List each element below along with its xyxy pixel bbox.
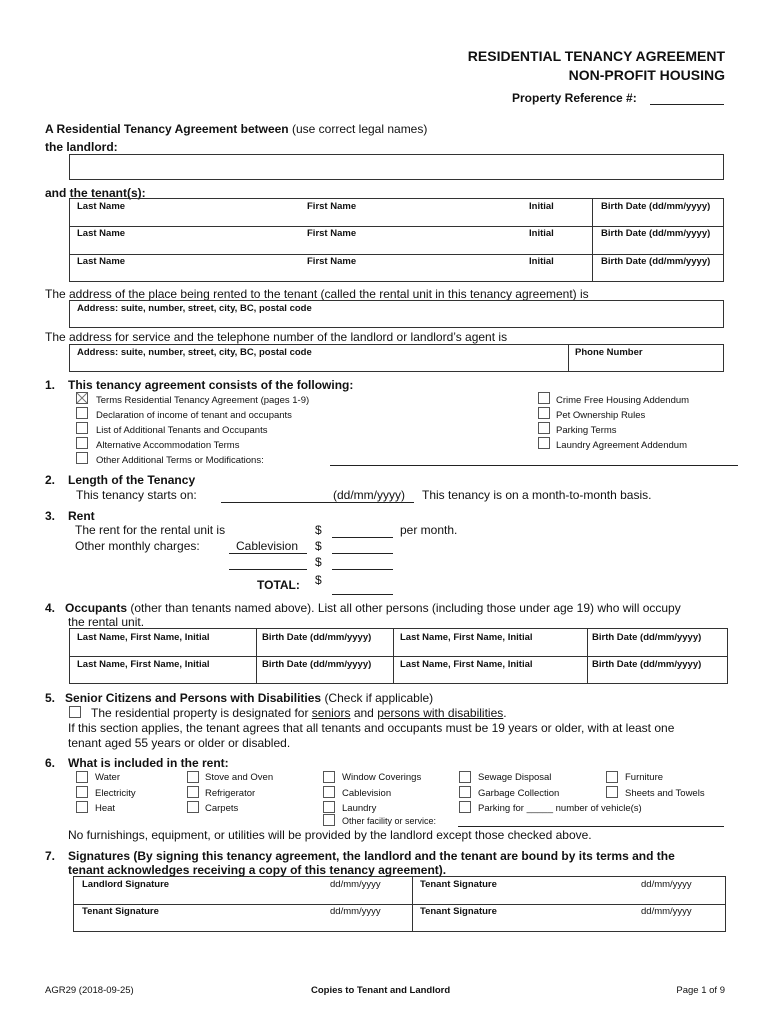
rental-address-label: Address: suite, number, street, city, BC, postal code [77,303,312,314]
section-6-title: What is included in the rent: [68,756,229,770]
item-window-coverings: Window Coverings [342,772,422,783]
section-7-title-2: tenant acknowledges receiving a copy of this tenancy agreement). [68,863,447,877]
service-address-label: Address: suite, number, street, city, BC, postal code [77,347,312,358]
checkbox-carpets[interactable] [187,801,199,813]
form-subtitle: NON-PROFIT HOUSING [568,67,725,83]
rent-amount-input[interactable] [332,537,393,538]
checkbox-electricity[interactable] [76,786,88,798]
other-charge-name-input[interactable] [229,553,307,554]
tenants-label: and the tenant(s): [45,186,146,200]
senior-designation-text: The residential property is designated for seniors and persons with disabilities. [91,706,507,720]
item-additional-tenants: List of Additional Tenants and Occupants [96,425,268,436]
phone-number-label: Phone Number [575,347,643,358]
checkbox-crime-free[interactable] [538,392,550,404]
service-address-intro: The address for service and the telephone number of the landlord or landlord’s agent is [45,330,508,344]
item-parking: Parking Terms [556,425,617,436]
landlord-name-field[interactable] [69,154,724,180]
checkbox-window-coverings[interactable] [323,771,335,783]
form-title: RESIDENTIAL TENANCY AGREEMENT [467,48,725,64]
tenancy-starts-label: This tenancy starts on: [76,488,197,502]
other-facility-input[interactable] [458,826,724,827]
dollar-sign: $ [315,539,322,553]
checkbox-additional-tenants[interactable] [76,422,88,434]
month-to-month-text: This tenancy is on a month-to-month basis. [422,488,652,502]
other-charge-amount-input[interactable] [332,553,393,554]
tenancy-start-input[interactable] [221,502,414,503]
section-1-title: This tenancy agreement consists of the following: [68,378,354,392]
item-laundry: Laundry [342,803,377,814]
item-parking-vehicles: Parking for _____ number of vehicle(s) [478,803,642,814]
item-electricity: Electricity [95,788,136,799]
form-id: AGR29 (2018-09-25) [45,985,134,996]
section-5-header: 5. Senior Citizens and Persons with Disabilities (Check if applicable) [45,691,434,705]
section-2-number: 2. [45,473,56,487]
dollar-sign: $ [315,573,322,587]
checkbox-laundry[interactable] [538,437,550,449]
checkbox-alternative[interactable] [76,437,88,449]
item-declaration: Declaration of income of tenant and occupants [96,410,292,421]
section-4-text-2: the rental unit. [68,615,145,629]
checkbox-pet[interactable] [538,407,550,419]
checkbox-stove[interactable] [187,771,199,783]
item-pet: Pet Ownership Rules [556,410,646,421]
other-charges-label: Other monthly charges: [75,539,200,553]
checkbox-cablevision[interactable] [323,786,335,798]
other-terms-input[interactable] [330,465,738,466]
checkbox-laundry-included[interactable] [323,801,335,813]
checkbox-sheets-towels[interactable] [606,786,618,798]
item-crime-free: Crime Free Housing Addendum [556,395,690,406]
property-reference-input[interactable] [650,104,724,105]
total-amount-input[interactable] [332,594,393,595]
item-water: Water [95,772,120,783]
checkbox-sewage[interactable] [459,771,471,783]
checkbox-water[interactable] [76,771,88,783]
checkbox-refrigerator[interactable] [187,786,199,798]
rental-address-intro: The address of the place being rented to the tenant (called the rental unit in this tenancy agreement) is [45,287,589,301]
section-5-line-3: tenant aged 55 years or older or disabled. [68,736,291,750]
checkbox-other-terms[interactable] [76,452,88,464]
section-2-title: Length of the Tenancy [68,473,196,487]
landlord-label: the landlord: [45,140,118,154]
item-refrigerator: Refrigerator [205,788,256,799]
section-6-footer: No furnishings, equipment, or utilities will be provided by the landlord except those checked above. [68,828,592,842]
rent-label: The rent for the rental unit is [75,523,226,537]
item-alternative: Alternative Accommodation Terms [96,440,240,451]
copies-note: Copies to Tenant and Landlord [311,985,451,996]
dollar-sign: $ [315,555,322,569]
section-7-title-1: Signatures (By signing this tenancy agreement, the landlord and the tenant are bound by its terms and the [68,849,675,863]
checkbox-senior-designation[interactable] [69,706,81,718]
check-x-icon [76,392,88,404]
item-other-terms: Other Additional Terms or Modifications: [96,455,264,466]
checkbox-parking[interactable] [538,422,550,434]
total-label: TOTAL: [257,578,300,592]
section-3-title: Rent [68,509,95,523]
dollar-sign: $ [315,523,322,537]
item-laundry: Laundry Agreement Addendum [556,440,687,451]
page-number: Page 1 of 9 [676,985,725,996]
checkbox-furniture[interactable] [606,771,618,783]
checkbox-parking-vehicles[interactable] [459,801,471,813]
checkbox-other-facility[interactable] [323,814,335,826]
section-5-line-2: If this section applies, the tenant agrees that all tenants and occupants must be 19 years or older, with at least one [68,721,675,735]
date-format-hint: (dd/mm/yyyy) [333,488,405,502]
other-charge-name-input-2[interactable] [229,569,307,570]
section-4-header: 4. Occupants (other than tenants named above). List all other persons (including those under age 19) who will occupy [45,601,681,615]
section-7-number: 7. [45,849,56,863]
item-sewage: Sewage Disposal [478,772,552,783]
per-month-label: per month. [400,523,458,537]
section-3-number: 3. [45,509,56,523]
other-charge-cablevision: Cablevision [236,539,299,553]
item-sheets-towels: Sheets and Towels [625,788,705,799]
item-stove: Stove and Oven [205,772,274,783]
agreement-between: A Residential Tenancy Agreement between (use correct legal names) [45,122,428,136]
section-1-number: 1. [45,378,56,392]
item-other-facility: Other facility or service: [342,816,437,826]
item-cablevision: Cablevision [342,788,392,799]
property-reference-label: Property Reference #: [512,91,637,105]
item-garbage: Garbage Collection [478,788,560,799]
item-carpets: Carpets [205,803,239,814]
item-heat: Heat [95,803,116,814]
section-6-number: 6. [45,756,56,770]
other-charge-amount-input-2[interactable] [332,569,393,570]
checkbox-heat[interactable] [76,801,88,813]
checkbox-garbage[interactable] [459,786,471,798]
checkbox-declaration[interactable] [76,407,88,419]
item-terms: Terms Residential Tenancy Agreement (pages 1-9) [96,395,310,406]
item-furniture: Furniture [625,772,664,783]
checkbox-terms[interactable] [76,392,88,404]
